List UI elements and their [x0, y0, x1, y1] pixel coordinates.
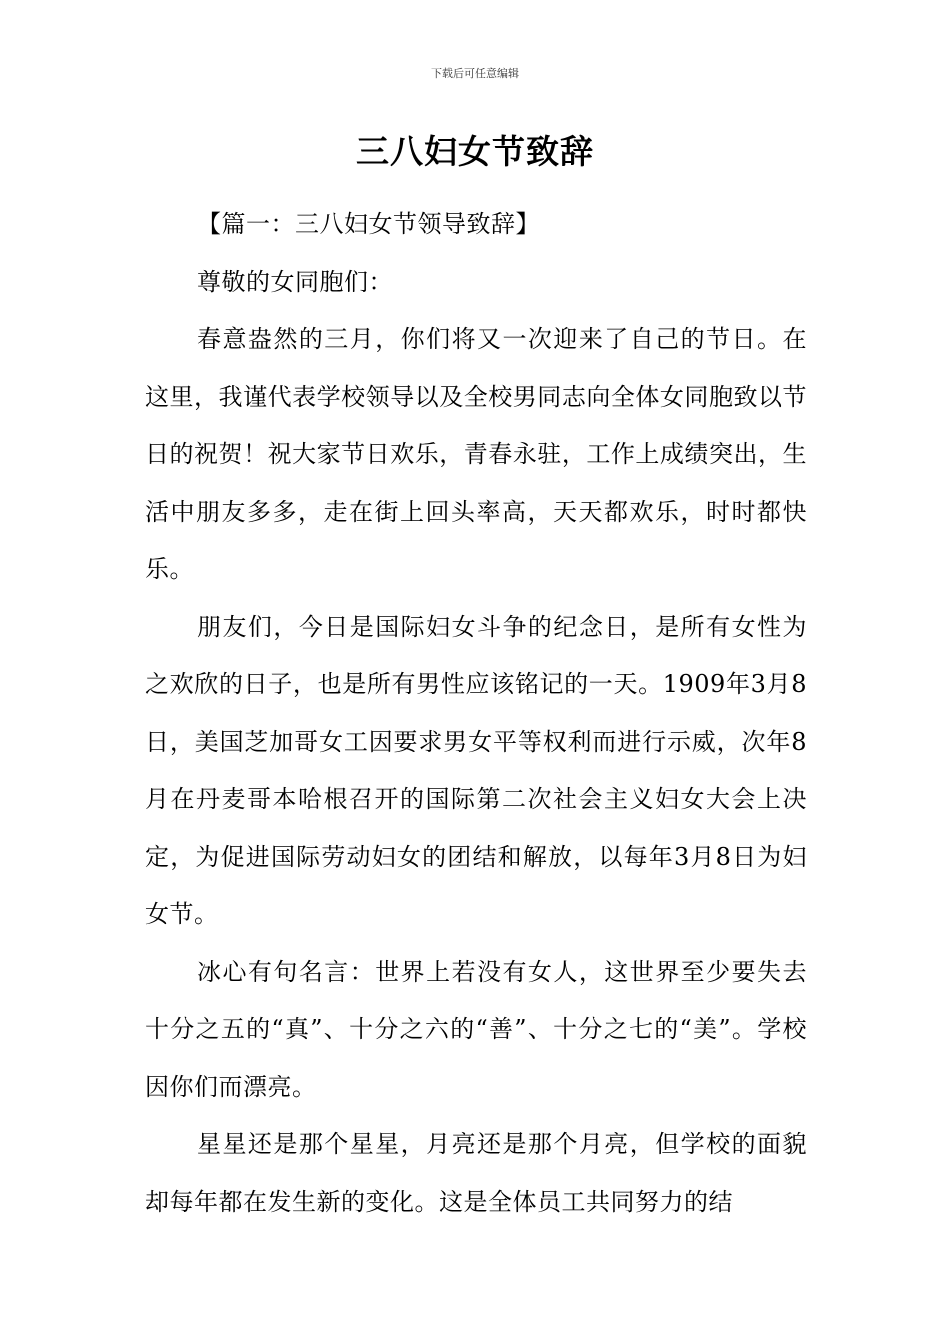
salutation: 尊敬的女同胞们： [197, 267, 393, 296]
header-note: 下载后可任意编辑 [431, 67, 519, 80]
document-body [145, 196, 807, 1231]
body-paragraph: 冰心有句名言：世界上若没有女人，这世界至少要失去十分之五的“真”、十分之六的“善”、十分之七的“美”。学校因你们而漂亮。 [145, 957, 807, 1101]
section-heading: 【篇一：三八妇女节领导致辞】 [197, 210, 540, 238]
body-paragraph: 春意盎然的三月，你们将又一次迎来了自己的节日。在这里，我谨代表学校领导以及全校男同志向全体女同胞致以节日的祝贺！祝大家节日欢乐，青春永驻，工作上成绩突出，生活中朋友多多，走在街上回头率高，天天都欢乐，时时都快乐。 [145, 325, 807, 583]
body-paragraph: 朋友们，今日是国际妇女斗争的纪念日，是所有女性为之欢欣的日子，也是所有男性应该铭记的一天。1909年3月8日，美国芝加哥女工因要求男女平等权利而进行示威，次年8月在丹麦哥本哈根召开的国际第二次社会主义妇女大会上决定，为促进国际劳动妇女的团结和解放，以每年3月8日为妇女节。 [145, 612, 807, 928]
body-paragraph: 星星还是那个星星，月亮还是那个月亮，但学校的面貌却每年都在发生新的变化。这是全体员工共同努力的结 [145, 1130, 807, 1216]
document-title: 三八妇女节致辞 [356, 132, 594, 171]
